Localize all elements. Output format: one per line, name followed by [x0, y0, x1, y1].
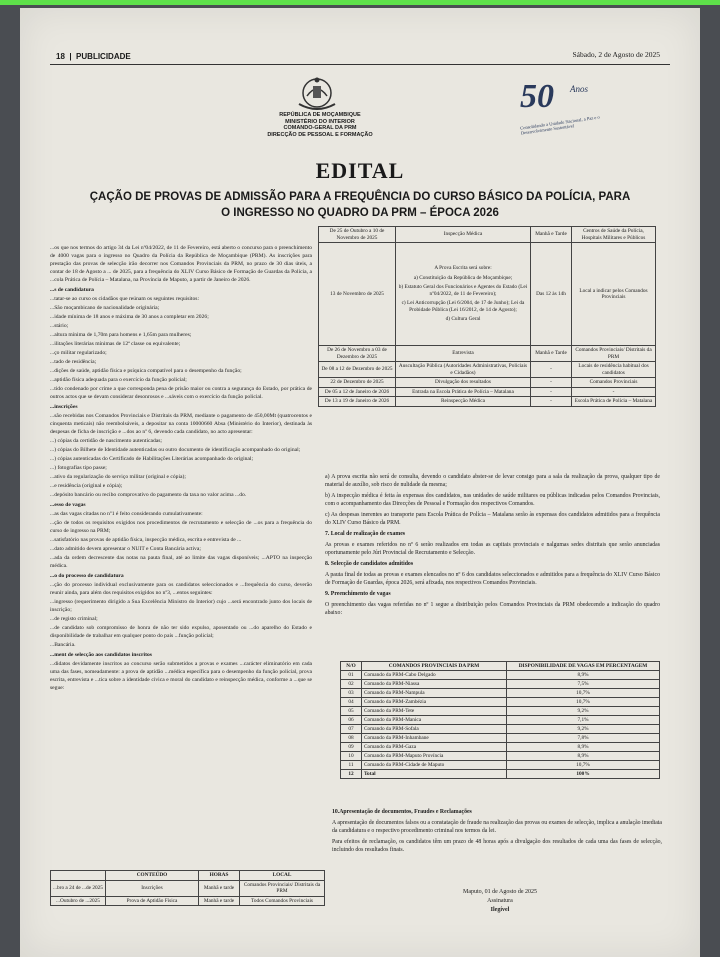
paragraph: ...) fotografias tipo passe; [50, 465, 107, 471]
table-cell: Comando da PRM-Cabo Delgado [362, 671, 507, 680]
top-bar [0, 0, 720, 5]
table-cell: 02 [341, 680, 362, 689]
paragraph: ...dições de saúde, aptidão física e psíquica compatível para o desempenho da função; [50, 368, 242, 374]
table-cell: Entrevista [396, 346, 531, 362]
paragraph: O preenchimento das vagas referidas no nº 1 segue a distribuição pelos Comandos Provinciais da PRM obedecendo a indicação do quadro abaixo: [325, 602, 660, 616]
table-cell: De 08 a 12 de Dezembro de 2025 [319, 362, 396, 378]
paragraph: ...stário; [50, 323, 69, 329]
table-header: CONTEÚDO [106, 871, 199, 881]
paragraph: ...as das vagas citadas no nº1 é feito considerando cumulativamente: [50, 511, 203, 517]
table-cell: Comando da PRM-Sofala [362, 725, 507, 734]
paragraph: ...de registo criminal; [50, 616, 98, 622]
table-row [319, 362, 656, 378]
section-heading: 9. Preenchimento de vagas [325, 591, 391, 597]
table-row [341, 671, 660, 680]
table-cell: Locais de residência habitual dos candidatos [572, 362, 656, 378]
table-header: N/O [341, 662, 362, 671]
paragraph: ...) cópias do Bilhete de Identidade autenticadas ou outro documento de identificação acompanhado do original; [50, 447, 301, 453]
table-cell: 9,2% [507, 725, 660, 734]
table-cell: 8,9% [507, 743, 660, 752]
signature-label: Assinatura [487, 898, 513, 904]
paragraph: ...são recebidas nos Comandos Provinciais e Distritais da PRM, mediante o pagamento de 450,00Mt (quatrocentos e cinquenta meticais) não reembolsáveis, a depositar na conta 10000660 Absa (Ministério do Interior), destinada às despesas de ficha de inscrição e ...dos ao nº 6, devendo cada candidato, no acto apresentar: [50, 413, 312, 435]
table-cell: 05 [341, 707, 362, 716]
paragraph: ...) cópias da certidão de nascimento autenticadas; [50, 438, 162, 444]
table-header: De 25 de Outubro a 10 de Novembro de 2025 [319, 227, 396, 243]
paragraph: ...aptidão física adequada para o exercício da função policial; [50, 377, 187, 383]
table-row [341, 662, 660, 671]
institution-line: MINISTÉRIO DO INTERIOR [285, 118, 355, 125]
table-cell: - [531, 397, 572, 407]
table-row [341, 743, 660, 752]
paragraph: ...e residência (original e cópia); [50, 483, 123, 489]
paragraph: ...tatar-se ao curso os cidadãos que reúnam os seguintes requisitos: [50, 296, 200, 302]
table-row [341, 689, 660, 698]
table-cell: ...Outubro de ...2025 [51, 896, 106, 906]
signature-date: Maputo, 01 de Agosto de 2025 [463, 889, 537, 895]
institution-line: DIRECÇÃO DE PESSOAL E FORMAÇÃO [267, 131, 373, 138]
table-cell: 9,2% [507, 707, 660, 716]
table-row [319, 227, 656, 243]
table-cell: Prova de Aptidão Física [106, 896, 199, 906]
table-cell: Auscultação Pública (Autoridades Administrativas, Policiais e Cidadãos) [396, 362, 531, 378]
paragraph: ...tado de residência; [50, 359, 97, 365]
table-cell: 22 de Dezembro de 2025 [319, 378, 396, 388]
paragraph: ...ilitações literárias mínimas de 12ª classe ou equivalente; [50, 341, 181, 347]
table-cell: Comando da PRM-Maputo Província [362, 752, 507, 761]
table-cell: 08 [341, 734, 362, 743]
document-title: EDITAL [315, 158, 405, 183]
section-heading: ...s de candidatura [50, 287, 94, 293]
table-cell: Comando da PRM-Nampula [362, 689, 507, 698]
table-header: Manhã e Tarde [531, 227, 572, 243]
table-row [319, 346, 656, 362]
section-heading: 8. Selecção de candidatos admitidos [325, 561, 414, 567]
table-cell: 01 [341, 671, 362, 680]
table-cell: Comandos Provinciais [572, 378, 656, 388]
table-cell: Total [362, 770, 507, 779]
vacancy-table [340, 661, 660, 779]
table-cell: 13 de Novembro de 2025 [319, 243, 396, 346]
table-cell: - [572, 387, 656, 397]
table-row [341, 761, 660, 770]
table-row [51, 896, 325, 906]
subtitle-line-1: ÇAÇÃO DE PROVAS DE ADMISSÃO PARA A FREQUÊNCIA DO CURSO BÁSICO DA POLÍCIA, PARA [89, 191, 631, 203]
paragraph: ...tido condenado por crime a que corresponda pena de prisão maior ou contra a segurança do Estado, por prática de outros actos que se devam considerar desonrosos e ...sáveis com o exercício da função policial. [50, 386, 312, 400]
table-row [341, 752, 660, 761]
table-cell: Comando da PRM-Manica [362, 716, 507, 725]
table-cell: 11 [341, 761, 362, 770]
table-cell: 100% [507, 770, 660, 779]
selection-table [50, 870, 325, 906]
table-row [341, 680, 660, 689]
subtitle-line-2: O INGRESSO NO QUADRO DA PRM – ÉPOCA 2026 [221, 207, 499, 219]
table-cell: Comandos Provinciais/ Distritais da PRM [572, 346, 656, 362]
table-cell: - [531, 362, 572, 378]
section-heading: ...esso de vagas [50, 502, 86, 508]
paragraph: A apresentação de documentos falsos ou a constatação de fraude na realização das provas ou exames de selecção, implica a anulação imediata da candidatura e o respectivo procedimento criminal nos termos da lei. [332, 820, 662, 834]
paragraph: ...altura mínima de 1,70m para homens e 1,65m para mulheres; [50, 332, 192, 338]
paragraph: c) As despesas inerentes ao transporte para Escola Prática de Polícia – Matalana serão às expensas dos candidatos admitidos para a frequência do XLIV Curso Básico da PRM. [325, 512, 660, 526]
paragraph: ...dato admitido devem apresentar o NUIT e Conta Bancária activa; [50, 546, 201, 552]
table-cell: ...bro a 24 de ...de 2025 [51, 880, 106, 896]
table-cell: 7,5% [507, 680, 660, 689]
paragraph: ...didatos devidamente inscritos ao concurso serão submetidos a provas e exames ...carácter eliminatório em cada uma das fases, nomeadamente: a prova de aptidão ...médica específica para o desempenho da função policial, prova escrita, entrevista e ...tica sobre a identidade cívica e moral do candidato e reinspecção médica, conforme a ...que se segue: [50, 661, 312, 691]
paragraph: ...idade mínima de 18 anos e máxima de 30 anos a completar em 2026; [50, 314, 209, 320]
paragraph: As provas e exames referidos no nº 6 serão realizados em todas as capitais provinciais e nalgumas sedes distritais que serão anunciadas oportunamente pelo Júri Provincial de Recrutamento e Selecção. [325, 542, 660, 556]
paragraph: ...de candidato sob compromisso de honra de não ter sido expulso, aposentado ou ...do aparelho do Estado e disponibilidade de trabalhar em qualquer ponto do país ...função policial; [50, 625, 312, 639]
left-column-text [50, 244, 312, 693]
table-cell: Comando da PRM-Gaza [362, 743, 507, 752]
table-cell: Local a indicar pelos Comandos Provinciais [572, 243, 656, 346]
institution-block [250, 112, 390, 138]
table-cell: Manhã e Tarde [531, 346, 572, 362]
table-cell: 07 [341, 725, 362, 734]
table-cell: 04 [341, 698, 362, 707]
table-cell: Entrada na Escola Prática de Polícia – Matalana [396, 387, 531, 397]
closing-text [332, 808, 662, 857]
table-cell: 09 [341, 743, 362, 752]
table-cell: 06 [341, 716, 362, 725]
table-header: Centros de Saúde da Polícia, Hospitais Militares e Públicos [572, 227, 656, 243]
table-cell: 7,1% [507, 716, 660, 725]
paragraph: ...Bancária. [50, 642, 76, 648]
table-cell: Comando da PRM-Niassa [362, 680, 507, 689]
section-heading: 10.Apresentação de documentos, Fraudes e Reclamações [332, 809, 472, 815]
table-header: LOCAL [240, 871, 325, 881]
table-header: DISPONIBILIDADE DE VAGAS EM PERCENTAGEM [507, 662, 660, 671]
exam-topics-cell: A Prova Escrita será sobre: a) Constituição da República de Moçambique; b) Estatuto Geral dos Funcionários e Agentes do Estado (Lei nº04/2022, de 11 de Fevereiro); c) Lei Anticorrupção (Lei 6/2004, de 17 de Junho); Lei da Probidade Pública (Lei 16/2012, de 14 de Agosto); d) Cultura Geral [396, 243, 531, 346]
paragraph: ...os que nos termos do artigo 34 da Lei nº04/2022, de 11 de Fevereiro, está aberto o concurso para o preenchimento de 4000 vagas para o ingresso no Quadro da Polícia da República de Moçambique (PRM). As inscrições para prestação das provas de selecção irão decorrer nos Comandos Provinciais da PRM, no prazo de 30 dias úteis, a contar de 18 de Agosto a ... de 2025, para a frequência do XLIV Curso Básico de Formação de Guardas da Polícia, a ...cola Prática de Polícia – Matalana, na Província de Maputo, a partir de Janeiro de 2026. [50, 245, 312, 283]
table-header: COMANDOS PROVINCIAIS DA PRM [362, 662, 507, 671]
table-cell: Comando da PRM-Cidade de Maputo [362, 761, 507, 770]
table-header: Inspecção Médica [396, 227, 531, 243]
anniversary-logo [520, 78, 630, 138]
table-cell: Inscrições [106, 880, 199, 896]
paragraph: ...São moçambicano de nacionalidade originária; [50, 305, 160, 311]
signature-block [420, 888, 580, 915]
table-cell: Divulgação dos resultados [396, 378, 531, 388]
table-row [341, 770, 660, 779]
paragraph: ...ção de todos os requisitos exigidos nos procedimentos de recrutamento e selecção de ...os para a frequência do curso de ingresso na PRM; [50, 520, 312, 534]
table-row [319, 378, 656, 388]
paragraph: ...ço militar regularizado; [50, 350, 107, 356]
table-cell: De 05 a 12 de Janeiro de 2026 [319, 387, 396, 397]
institution-line: REPÚBLICA DE MOÇAMBIQUE [279, 112, 361, 118]
table-row [341, 725, 660, 734]
newspaper-page [20, 8, 700, 957]
table-cell: Comando da PRM-Inhambane [362, 734, 507, 743]
table-cell: 10,7% [507, 698, 660, 707]
logo-number: 50 [520, 78, 554, 115]
table-row [341, 734, 660, 743]
coat-of-arms-icon [295, 74, 339, 112]
table-cell: 7,8% [507, 734, 660, 743]
paragraph: A pauta final de todas as provas e exames elencados no nº 6 dos candidatos seleccionados e admitidos para a frequência do XLIV Curso Básico de Formação de Guardas, época 2026, será afixada, nos respectivos Comandos Provinciais. [325, 572, 660, 586]
table-cell: 8,9% [507, 671, 660, 680]
section-heading: ...o do processo de candidatura [50, 573, 124, 579]
paragraph: ...ingresso (requerimento dirigido a Sua Excelência Ministro do Interior) cujo ...será encontrado junto dos locais de inscrição; [50, 599, 312, 613]
table-header [51, 871, 106, 881]
table-header: HORAS [199, 871, 240, 881]
table-cell: De 26 de Novembro a 03 de Dezembro de 2025 [319, 346, 396, 362]
right-column-text [325, 473, 660, 620]
table-cell: 10,7% [507, 689, 660, 698]
issue-date: Sábado, 2 de Agosto de 2025 [572, 50, 660, 59]
logo-motto: Consolidando a Unidade Nacional, a Paz e o Desenvolvimento Sustentável [519, 114, 600, 136]
table-row [319, 397, 656, 407]
section-name: PUBLICIDADE [76, 52, 131, 61]
page-header: 18 | PUBLICIDADE [56, 52, 131, 61]
table-cell: Comando da PRM-Tete [362, 707, 507, 716]
table-row [51, 880, 325, 896]
table-cell: 12 [341, 770, 362, 779]
table-cell: 03 [341, 689, 362, 698]
header-rule [50, 64, 670, 65]
section-heading: ...ment de selecção aos candidatos inscritos [50, 652, 152, 658]
paragraph: b) A inspecção médica é feita às expensas dos candidatos, nas unidades de saúde militares ou públicas indicadas pelos Comandos Provinciais, com o acompanhamento das Direcções de Pessoal e Formação dos respectivos Comandos. [325, 493, 660, 507]
table-cell: 8,9% [507, 752, 660, 761]
section-heading: 7. Local de realização de exames [325, 531, 406, 537]
table-row [341, 707, 660, 716]
table-cell: Comando da PRM-Zambézia [362, 698, 507, 707]
table-cell: Reinspecção Médica [396, 397, 531, 407]
section-heading: ...inscrições [50, 404, 78, 410]
table-cell: - [531, 387, 572, 397]
paragraph: ...depósito bancário ou recibo comprovativo do pagamento da taxa no valor acima ...do. [50, 492, 247, 498]
table-cell: 10,7% [507, 761, 660, 770]
paragraph: ...satisfatório nas provas de aptidão física, inspecção médica, escrita e entrevista de ... [50, 537, 242, 543]
paragraph: ...ativo da regularização do serviço militar (original e cópia); [50, 474, 186, 480]
table-cell: 10 [341, 752, 362, 761]
table-cell: De 13 a 19 de Janeiro de 2026 [319, 397, 396, 407]
table-row [319, 387, 656, 397]
paragraph: Para efeitos de reclamação, os candidatos têm um prazo de 48 horas após a divulgação dos resultados de cada uma das fases de selecção, incluindo dos resultados finais. [332, 839, 662, 853]
paragraph: ...ada da ordem decrescente das notas na pauta final, até ao limite das vagas disponíveis; ...APTO na inspecção médica. [50, 555, 312, 569]
page-number: 18 [56, 52, 65, 61]
paragraph: ...ção do processo individual exclusivamente para os candidatos seleccionados e ...frequência do curso, deverão reunir ainda, para além dos requisitos exigidos no nº3, ...entos seguintes: [50, 582, 312, 596]
paragraph: a) A prova escrita não será de consulta, devendo o candidato abster-se de levar consigo para a sala da realização da prova, qualquer tipo de material de auxílio, sob risco de nulidade da mesma; [325, 474, 660, 488]
paragraph: ...) cópias autenticadas do Certificado de Habilitações Literárias acompanhado do original; [50, 456, 254, 462]
table-cell: Escola Prática de Polícia – Matalana [572, 397, 656, 407]
table-cell: Todos Comandos Provinciais [240, 896, 325, 906]
signature-name: Ilegível [490, 907, 510, 913]
table-cell: Das 12 às 14h [531, 243, 572, 346]
table-row [341, 716, 660, 725]
table-cell: Comandos Provinciais/ Distritais da PRM [240, 880, 325, 896]
table-cell: Manhã e tarde [199, 880, 240, 896]
table-row [51, 871, 325, 881]
table-cell: - [531, 378, 572, 388]
table-cell: Manhã e tarde [199, 896, 240, 906]
schedule-table [318, 226, 656, 407]
institution-line: COMANDO-GERAL DA PRM [283, 125, 357, 131]
table-row [341, 698, 660, 707]
table-row [319, 243, 656, 346]
logo-sub: Anos [570, 84, 588, 94]
